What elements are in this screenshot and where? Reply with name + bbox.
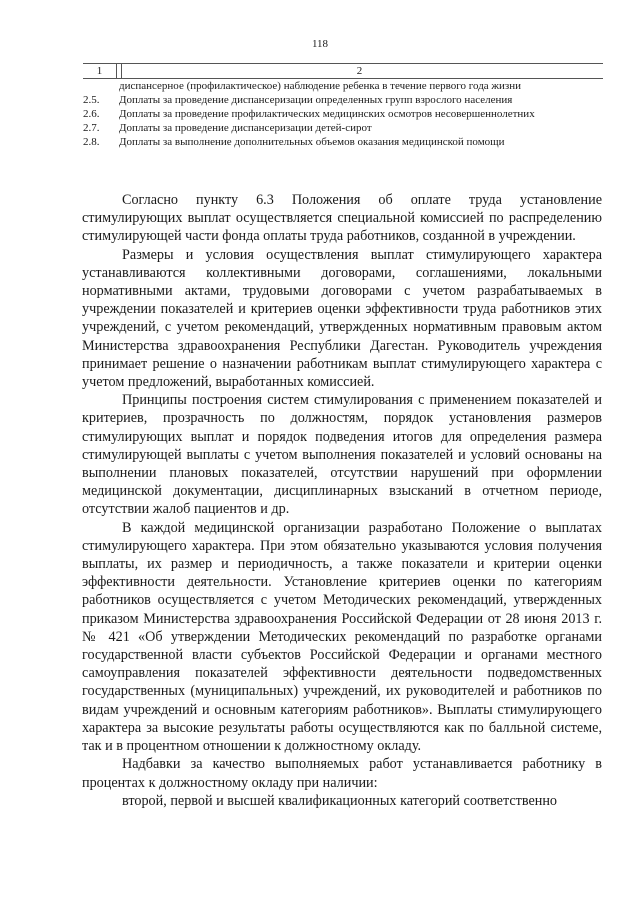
- table-row: [83, 121, 603, 135]
- payments-table: [83, 63, 603, 149]
- page-number: 118: [311, 38, 329, 50]
- table-row: [83, 79, 603, 93]
- table-header-col-2: 2: [356, 65, 363, 77]
- row-number: [83, 79, 119, 93]
- row-text: Доплаты за проведение профилактических медицинских осмотров несовершеннолетних: [119, 108, 535, 120]
- row-number: 2.7.: [83, 122, 100, 134]
- table-row: [83, 107, 603, 121]
- row-text: Доплаты за проведение диспансеризации детей-сирот: [119, 122, 372, 134]
- table-row: [83, 135, 603, 149]
- paragraph: Согласно пункту 6.3 Положения об оплате труда установление стимулирующих выплат осуществляется специальной комиссией по распределению стимулирующей части фонда оплаты труда работников, созданной в учреждении.: [82, 192, 602, 245]
- paragraph: второй, первой и высшей квалификационных категорий соответственно: [122, 792, 558, 809]
- paragraph: Размеры и условия осуществления выплат стимулирующего характера устанавливаются коллективными договорами, соглашениями, локальными нормативными актами, трудовыми договорами с учетом разрабатываемых в учреждении показателей и критериев оценки эффективности труда работников этих учреждений, с учетом рекомендаций, утвержденных нормативным правовым актом Министерства здравоохранения Республики Дагестан. Руководитель учреждения принимает решение о назначении работникам выплат стимулирующего характера с учетом предложений, выработанных комиссией.: [82, 246, 602, 391]
- paragraph: Надбавки за качество выполняемых работ устанавливается работнику в процентах к должностному окладу при наличии:: [82, 756, 602, 791]
- row-number: 2.5.: [83, 94, 100, 106]
- table-header-col-1: 1: [96, 65, 103, 77]
- row-text: Доплаты за проведение диспансеризации определенных групп взрослого населения: [119, 94, 513, 106]
- table-row: [83, 93, 603, 107]
- document-body: [82, 191, 602, 810]
- row-text: Доплаты за выполнение дополнительных объемов оказания медицинской помощи: [119, 136, 505, 148]
- row-text: диспансерное (профилактическое) наблюдение ребенка в течение первого года жизни: [119, 80, 522, 92]
- table-header: [83, 63, 603, 79]
- paragraph: Принципы построения систем стимулирования с применением показателей и критериев, прозрачность по должностям, порядок установления размеров стимулирующих выплат и порядок подведения итогов для определения размера стимулирующей выплаты с учетом выполнения показателей и условий основаны на выполнении плановых показателей, отсутствии нарушений при оформлении медицинской документации, дисциплинарных взысканий в отчетном периоде, отсутствии жалоб пациентов и др.: [82, 392, 602, 518]
- row-number: 2.8.: [83, 136, 100, 148]
- row-number: 2.6.: [83, 108, 100, 120]
- paragraph: В каждой медицинской организации разработано Положение о выплатах стимулирующего характера. При этом обязательно указываются условия получения выплаты, их размер и периодичность, а также показатели и критерии оценки эффективности деятельности. Установление критериев оценки по категориям работников осуществляется с учетом Методических рекомендаций, утвержденных приказом Министерства здравоохранения Российской Федерации от 28 июня 2013 г. № 421 «Об утверждении Методических рекомендаций по разработке органами государственной власти субъектов Российской Федерации и органами местного самоуправления показателей эффективности деятельности подведомственных государственных (муниципальных) учреждений, их руководителей и работников по видам учреждений и основным категориям работников». Выплаты стимулирующего характера за высокие результаты работы осуществляются как по балльной системе, так и в процентном отношении к должностному окладу.: [82, 519, 602, 755]
